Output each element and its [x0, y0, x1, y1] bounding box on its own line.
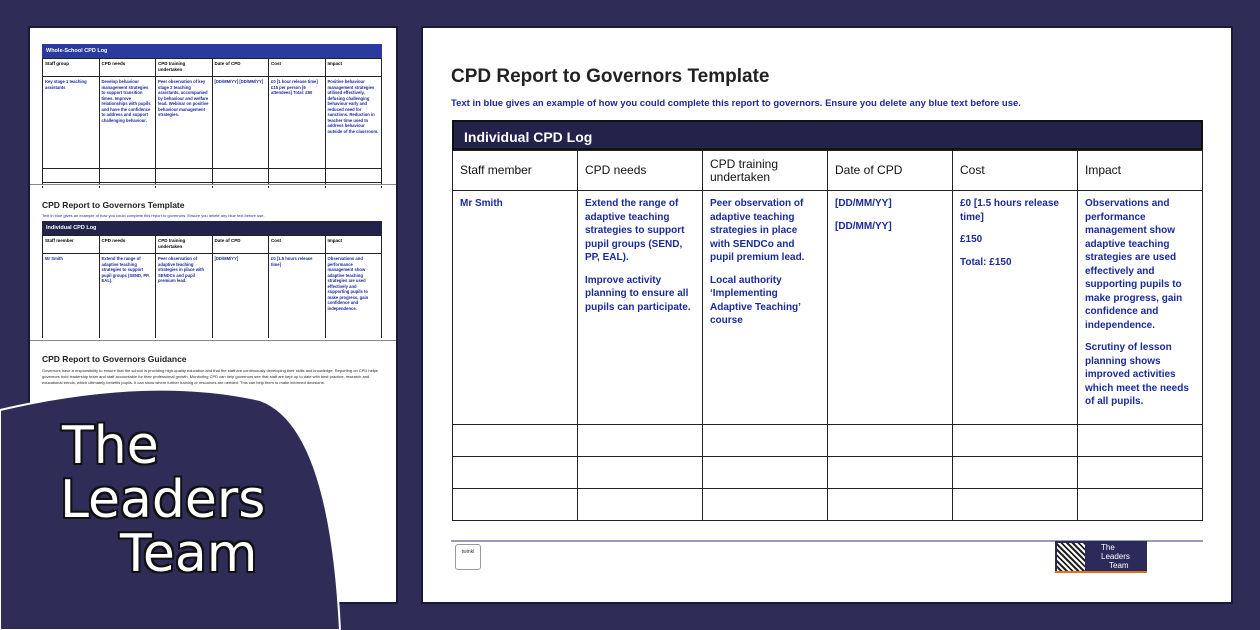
brand-line: Team	[1109, 561, 1129, 570]
header: Staff group	[43, 59, 100, 77]
header: CPD needs	[99, 236, 156, 254]
cell: Key stage 1 teaching assistants	[43, 77, 100, 169]
cell: [DD/MM/YY]	[212, 254, 269, 339]
header: Date of CPD	[212, 59, 269, 77]
impact-text: Scrutiny of lesson planning shows improved activities which meet the needs of all pupils.	[1085, 342, 1189, 407]
brand-text	[1087, 541, 1130, 571]
cell: Extend the range of adaptive teaching strategies to support pupil groups (SEND, PP, EAL).	[99, 254, 156, 339]
header: Impact	[325, 236, 382, 254]
guidance-title: CPD Report to Governors Guidance	[42, 354, 187, 364]
cost-text: £150	[960, 234, 983, 245]
cell-date	[828, 191, 953, 425]
brand-line: The	[1101, 543, 1115, 552]
header-impact: Impact	[1078, 151, 1203, 191]
header: Date of CPD	[212, 236, 269, 254]
template-section	[42, 188, 382, 338]
preview-page-right	[423, 28, 1231, 602]
date-text: [DD/MM/YY]	[835, 198, 892, 209]
logo-text-the: The	[62, 416, 159, 476]
brand-line: Leaders	[1101, 552, 1130, 561]
twinkl-seal-icon	[455, 544, 481, 570]
cell: Develop behaviour management strategies to support transition times. Improve relationships with pupils and have the confidence to address and support challenging behaviour.	[99, 77, 156, 169]
whole-school-table	[42, 58, 382, 197]
cell: Mr Smith	[43, 254, 100, 339]
header: Cost	[269, 236, 326, 254]
table-row-empty	[453, 488, 1203, 520]
page-subtitle: Text in blue gives an example of how you could complete this report to governors. Ensure you delete any blue text before use.	[451, 98, 1021, 109]
header: Staff member	[43, 236, 100, 254]
cpd-table	[452, 150, 1203, 521]
cell: £0 [1.5 hours release time]	[269, 254, 326, 339]
individual-cpd-log	[452, 120, 1203, 521]
cell-staff	[453, 191, 578, 425]
cell-training	[703, 191, 828, 425]
cell: £0 [1 hour release time] £15 per person [6 attendees] Total: £90	[269, 77, 326, 169]
footer-brand-badge	[1055, 541, 1147, 573]
training-text: Local authority ‘Implementing Adaptive Teaching’ course	[710, 274, 801, 326]
template-subtitle: Text in blue gives an example of how you could complete this report to governors. Ensure you delete any blue text before use.	[42, 213, 265, 218]
cell-cost	[953, 191, 1078, 425]
training-text: Peer observation of adaptive teaching strategies in place with SENDCo and pupil premium lead.	[710, 198, 805, 263]
date-text: [DD/MM/YY]	[835, 220, 892, 232]
logo-text-team: Team	[120, 524, 258, 584]
whole-school-log	[42, 44, 382, 197]
cell: Positive behaviour management strategies utilised effectively, defusing challenging behaviour early and reduced need for sanctions. Reduction in teacher time used to address behaviour outside of the classroom.	[325, 77, 382, 169]
cell: Peer observation of adaptive teaching strategies in place with SENDCo and pupil premium lead.	[156, 254, 213, 339]
header: CPD training undertaken	[156, 59, 213, 77]
header-cpd-training: CPD training undertaken	[703, 151, 828, 191]
header: CPD training undertaken	[156, 236, 213, 254]
template-table	[42, 235, 382, 338]
qr-code-icon	[1057, 543, 1085, 571]
header: Impact	[325, 59, 382, 77]
needs-text: Improve activity planning to ensure all pupils can participate.	[585, 274, 691, 313]
seal-text: twinkl	[461, 549, 475, 555]
header-staff-member: Staff member	[453, 151, 578, 191]
needs-text: Extend the range of adaptive teaching strategies to support pupil groups (SEND, PP, EAL).	[585, 198, 685, 263]
header-date: Date of CPD	[828, 151, 953, 191]
cell-needs	[578, 191, 703, 425]
table-row-empty	[453, 424, 1203, 456]
header-cpd-needs: CPD needs	[578, 151, 703, 191]
leaders-team-logo	[0, 380, 380, 630]
header: Cost	[269, 59, 326, 77]
cell: Peer observation of key stage 2 teaching assistants, accompanied by behaviour and welfare lead. Webinar on positive behaviour management strategies.	[156, 77, 213, 169]
page-divider	[30, 184, 396, 186]
template-bar: Individual CPD Log	[42, 221, 382, 235]
impact-text: Observations and performance management show adaptive teaching strategies are used effectively and supporting pupils to make progress, gain confidence and independence.	[1085, 198, 1183, 331]
logo-text-leaders: Leaders	[60, 470, 266, 530]
whole-school-bar: Whole-School CPD Log	[42, 44, 382, 58]
cell: Observations and performance management show adaptive teaching strategies are used effectively and supporting pupils to make progress, gain confidence and independence.	[325, 254, 382, 339]
table-row	[453, 191, 1203, 425]
table-row-empty	[453, 456, 1203, 488]
page-divider	[30, 340, 396, 342]
table-title-bar: Individual CPD Log	[452, 120, 1203, 150]
page-title: CPD Report to Governors Template	[451, 66, 770, 87]
header-cost: Cost	[953, 151, 1078, 191]
template-title: CPD Report to Governors Template	[42, 200, 185, 210]
cell: [DD/MM/YY] [DD/MM/YY]	[212, 77, 269, 169]
cost-total: Total: £150	[960, 256, 1012, 268]
staff-name: Mr Smith	[460, 198, 503, 209]
cell-impact	[1078, 191, 1203, 425]
guidance-text: Governors have a responsibility to ensure that the school is providing high-quality education and that the staff are continuously developing their skills and knowledge. Reporting on CPD helps governors hold leadership team and staff accountable for their professional growth. Monitoring CPD can help governors see that staff are kept up to date with best practice, research and educational trends, which ultimately benefits pupils. It can show where further training or resources are needed. This can help them to make informed decisions.	[42, 368, 378, 385]
header: CPD needs	[99, 59, 156, 77]
cost-text: £0 [1.5 hours release time]	[960, 198, 1059, 223]
